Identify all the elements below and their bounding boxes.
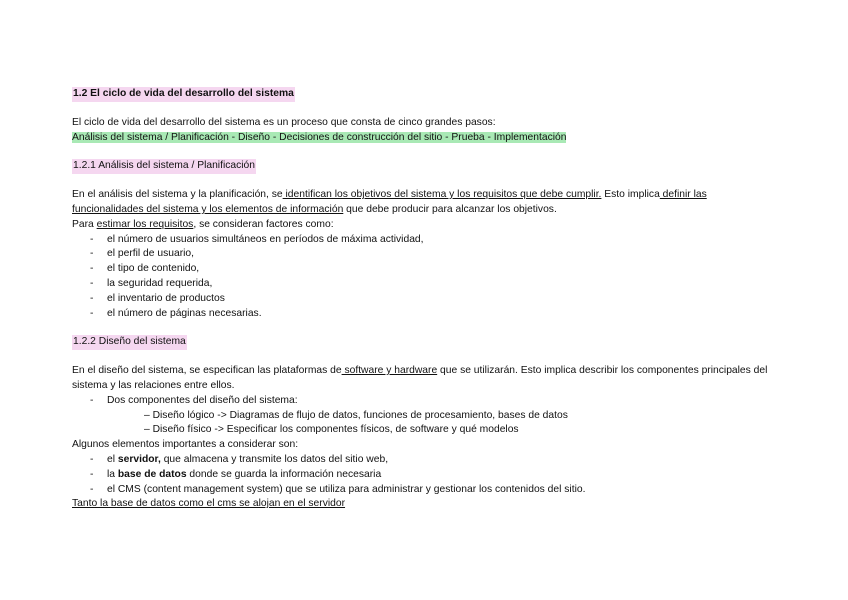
analysis-underline-objectives: identifican los objetivos del sistema y los requisitos que debe cumplir. [282, 189, 602, 201]
elements-list [72, 453, 772, 497]
design-paragraph [72, 364, 772, 394]
analysis-text: En el análisis del sistema y la planificación, se [72, 189, 283, 201]
closing-note: Tanto la base de datos como el cms se alojan en el servidor [72, 498, 346, 510]
element-bold-server: servidor, [117, 453, 161, 465]
list-item [72, 468, 772, 483]
elements-intro: Algunos elementos importantes a considerar son: [72, 439, 299, 451]
list-item: - el tipo de contenido, [72, 262, 772, 277]
analysis-underline-functionalities: definir las funcionalidades del sistema y los elementos de información [72, 189, 707, 215]
estimate-text: , se consideran factores como: [193, 218, 334, 230]
design-underline-platforms: software y hardware [341, 365, 438, 377]
analysis-title: 1.2.1 Análisis del sistema / Planificación [72, 159, 256, 174]
lifecycle-steps: Análisis del sistema / Planificación - Diseño - Decisiones de construcción del sitio - Prueba - Implementación [72, 131, 567, 143]
section-title: 1.2 El ciclo de vida del desarrollo del sistema [72, 87, 295, 102]
analysis-paragraph [72, 188, 772, 218]
document-page [72, 87, 772, 512]
component-physical: – Diseño físico -> Especificar los componentes físicos, de software y qué modelos [144, 424, 519, 436]
section-intro: El ciclo de vida del desarrollo del sistema es un proceso que consta de cinco grandes pasos: [72, 116, 496, 128]
list-item: - la seguridad requerida, [72, 277, 772, 292]
list-item: - el número de páginas necesarias. [72, 307, 772, 322]
design-title: 1.2.2 Diseño del sistema [72, 335, 187, 350]
analysis-text: que debe producir para alcanzar los objetivos. [343, 203, 557, 215]
element-text: la [107, 468, 118, 480]
design-text: En el diseño del sistema, se especifican las plataformas de [72, 365, 342, 377]
list-item: - el inventario de productos [72, 292, 772, 307]
list-item: - el CMS (content management system) que se utiliza para administrar y gestionar los contenidos del sitio. [72, 483, 772, 498]
design-text: que se utilizarán. Esto implica describir los componentes principales del sistema y las relaciones entre ellos. [72, 365, 768, 391]
list-item: - Dos componentes del diseño del sistema: [72, 394, 772, 409]
components-list [72, 394, 772, 409]
factors-list [72, 233, 772, 322]
list-item [72, 453, 772, 468]
component-logical: – Diseño lógico -> Diagramas de flujo de datos, funciones de procesamiento, bases de datos [144, 409, 568, 421]
estimate-text: Para [72, 218, 97, 230]
element-text: donde se guarda la información necesaria [186, 468, 382, 480]
analysis-text: Esto implica [601, 189, 660, 201]
estimate-paragraph [72, 218, 772, 233]
element-text: que almacena y transmite los datos del sitio web, [160, 453, 389, 465]
list-item: - el perfil de usuario, [72, 247, 772, 262]
element-bold-database: base de datos [117, 468, 187, 480]
element-text: el [107, 453, 118, 465]
estimate-underline: estimar los requisitos [96, 218, 194, 230]
list-item: - el número de usuarios simultáneos en períodos de máxima actividad, [72, 233, 772, 248]
